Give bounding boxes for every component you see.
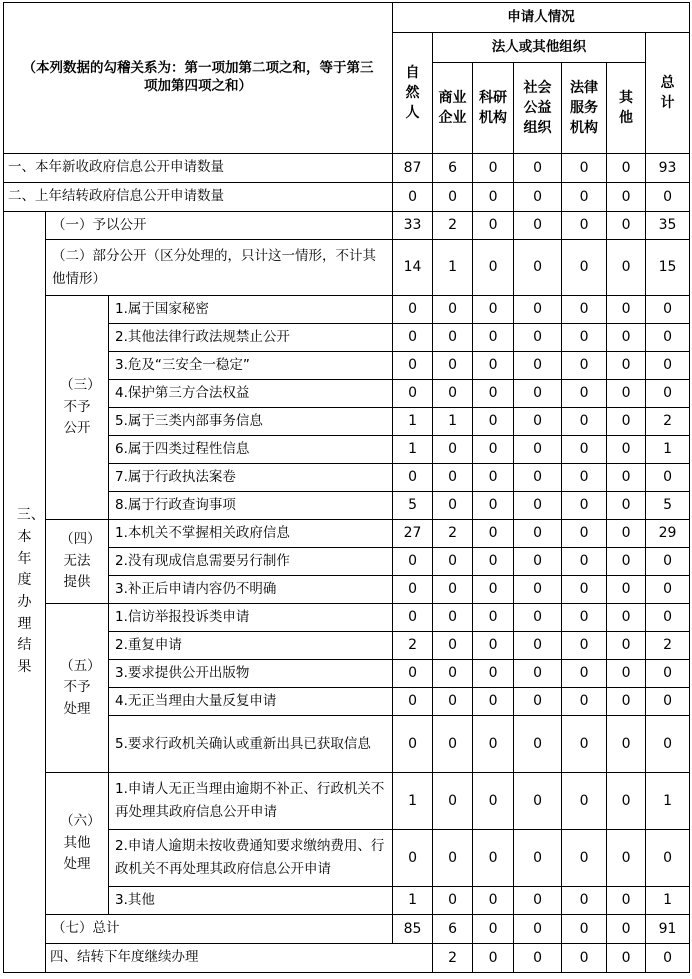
value-social: 0 bbox=[514, 520, 562, 548]
value-other: 0 bbox=[607, 830, 646, 887]
value-research: 0 bbox=[473, 240, 514, 296]
value-legal-service: 0 bbox=[562, 632, 607, 660]
value-total: 0 bbox=[646, 660, 690, 688]
value-legal-service: 0 bbox=[562, 520, 607, 548]
value-other: 0 bbox=[607, 380, 646, 408]
value-total: 0 bbox=[646, 380, 690, 408]
value-total: 2 bbox=[646, 408, 690, 436]
value-other: 0 bbox=[607, 660, 646, 688]
value-research: 0 bbox=[473, 887, 514, 915]
value-social: 0 bbox=[514, 604, 562, 632]
row-label: 2.重复申请 bbox=[109, 632, 393, 660]
value-social: 0 bbox=[514, 576, 562, 604]
value-legal-service: 0 bbox=[607, 944, 646, 973]
value-natural-person: 2 bbox=[393, 632, 433, 660]
value-natural-person: 1 bbox=[393, 773, 433, 830]
value-research: 0 bbox=[473, 716, 514, 773]
value-legal-service: 0 bbox=[562, 492, 607, 520]
value-legal-service: 0 bbox=[562, 154, 607, 183]
value-commercial: 0 bbox=[433, 716, 473, 773]
value-total: 0 bbox=[646, 604, 690, 632]
header-note: （本列数据的勾稽关系为：第一项加第二项之和，等于第三项加第四项之和） bbox=[22, 60, 374, 94]
value-legal-service: 0 bbox=[562, 408, 607, 436]
value-research: 0 bbox=[473, 773, 514, 830]
value-research: 0 bbox=[473, 548, 514, 576]
value-other: 0 bbox=[607, 604, 646, 632]
value-social: 0 bbox=[514, 688, 562, 716]
row-label: 1.信访举报投诉类申请 bbox=[109, 604, 393, 632]
value-legal-service: 0 bbox=[562, 464, 607, 492]
value-commercial: 0 bbox=[433, 604, 473, 632]
value-legal-service: 0 bbox=[562, 548, 607, 576]
row-label: 一、本年新收政府信息公开申请数量 bbox=[4, 154, 393, 183]
value-research: 0 bbox=[473, 183, 514, 212]
value-total: 0 bbox=[646, 688, 690, 716]
value-commercial: 0 bbox=[473, 944, 514, 973]
value-legal-service: 0 bbox=[562, 296, 607, 324]
value-social: 0 bbox=[514, 212, 562, 240]
section-3-label: 三、本年度办理结果 bbox=[4, 212, 46, 973]
table-row bbox=[4, 183, 690, 212]
value-total: 0 bbox=[646, 548, 690, 576]
value-natural-person: 85 bbox=[393, 915, 433, 944]
row-label: （一）予以公开 bbox=[46, 212, 393, 240]
value-other: 0 bbox=[607, 212, 646, 240]
value-commercial: 0 bbox=[433, 492, 473, 520]
value-natural-person: 1 bbox=[393, 408, 433, 436]
value-total: 0 bbox=[646, 464, 690, 492]
row-label: 3.其他 bbox=[109, 887, 393, 915]
row-label: （七）总计 bbox=[46, 915, 393, 944]
value-commercial: 0 bbox=[433, 632, 473, 660]
value-legal-service: 0 bbox=[562, 436, 607, 464]
value-legal-service: 0 bbox=[562, 660, 607, 688]
value-legal-service: 0 bbox=[562, 183, 607, 212]
value-social: 0 bbox=[514, 887, 562, 915]
value-total: 29 bbox=[646, 520, 690, 548]
table-row bbox=[4, 154, 690, 183]
header-commercial: 商业企业 bbox=[433, 63, 473, 154]
value-social: 0 bbox=[514, 773, 562, 830]
value-other: 0 bbox=[607, 716, 646, 773]
value-social: 0 bbox=[514, 154, 562, 183]
value-total: 91 bbox=[646, 915, 690, 944]
row-label: （二）部分公开（区分处理的，只计这一情形，不计其他情形） bbox=[46, 240, 393, 296]
value-natural-person: 0 bbox=[393, 830, 433, 887]
value-other: 0 bbox=[607, 436, 646, 464]
value-legal-service: 0 bbox=[562, 830, 607, 887]
value-commercial: 0 bbox=[433, 660, 473, 688]
value-total: 1 bbox=[646, 436, 690, 464]
value-research: 0 bbox=[473, 830, 514, 887]
value-natural-person: 0 bbox=[393, 548, 433, 576]
value-total: 0 bbox=[646, 183, 690, 212]
value-total: 1 bbox=[646, 773, 690, 830]
row-label: 2.申请人逾期未按收费通知要求缴纳费用、行政机关不再处理其政府信息公开申请 bbox=[109, 830, 393, 887]
value-commercial: 0 bbox=[433, 773, 473, 830]
value-research: 0 bbox=[473, 604, 514, 632]
disclosure-statistics-table bbox=[3, 2, 690, 973]
value-total: 0 bbox=[646, 352, 690, 380]
value-social: 0 bbox=[514, 324, 562, 352]
value-research: 0 bbox=[473, 324, 514, 352]
value-natural-person: 0 bbox=[393, 352, 433, 380]
header-research: 科研机构 bbox=[473, 63, 514, 154]
value-commercial: 0 bbox=[433, 183, 473, 212]
value-commercial: 0 bbox=[433, 380, 473, 408]
header-natural-person: 自然人 bbox=[393, 33, 433, 154]
table-row bbox=[4, 604, 690, 632]
table-row bbox=[4, 520, 690, 548]
value-natural-person: 0 bbox=[393, 576, 433, 604]
row-label: 3.危及“三安全一稳定” bbox=[109, 352, 393, 380]
value-research: 0 bbox=[473, 154, 514, 183]
row-label: 5.属于三类内部事务信息 bbox=[109, 408, 393, 436]
value-legal-service: 0 bbox=[562, 887, 607, 915]
value-social: 0 bbox=[514, 380, 562, 408]
value-social: 0 bbox=[514, 492, 562, 520]
row-label: 6.属于四类过程性信息 bbox=[109, 436, 393, 464]
value-total: 0 bbox=[646, 296, 690, 324]
value-other: 0 bbox=[607, 464, 646, 492]
header-legal-group: 法人或其他组织 bbox=[433, 33, 646, 63]
value-social: 0 bbox=[514, 716, 562, 773]
value-total: 1 bbox=[646, 887, 690, 915]
value-natural-person: 33 bbox=[393, 212, 433, 240]
value-commercial: 0 bbox=[433, 352, 473, 380]
value-legal-service: 0 bbox=[562, 604, 607, 632]
value-commercial: 0 bbox=[433, 830, 473, 887]
value-total: 15 bbox=[646, 240, 690, 296]
value-other: 0 bbox=[607, 296, 646, 324]
table-row bbox=[4, 915, 690, 944]
value-research: 0 bbox=[473, 632, 514, 660]
value-total: 0 bbox=[646, 576, 690, 604]
value-natural-person: 0 bbox=[393, 464, 433, 492]
header-applicant-situation: 申请人情况 bbox=[393, 3, 690, 33]
row-label: 1.申请人无正当理由逾期不补正、行政机关不再处理其政府信息公开申请 bbox=[109, 773, 393, 830]
value-natural-person: 14 bbox=[393, 240, 433, 296]
value-research: 0 bbox=[473, 352, 514, 380]
row-label: 四、结转下年度继续办理 bbox=[46, 944, 433, 973]
value-social: 0 bbox=[514, 408, 562, 436]
table-row bbox=[4, 773, 690, 830]
value-natural-person: 2 bbox=[433, 944, 473, 973]
header-other: 其他 bbox=[607, 63, 646, 154]
value-research: 0 bbox=[473, 296, 514, 324]
value-legal-service: 0 bbox=[562, 773, 607, 830]
value-natural-person: 0 bbox=[393, 324, 433, 352]
value-legal-service: 0 bbox=[562, 240, 607, 296]
value-research: 0 bbox=[473, 408, 514, 436]
value-legal-service: 0 bbox=[562, 915, 607, 944]
value-commercial: 0 bbox=[433, 548, 473, 576]
value-other: 0 bbox=[607, 154, 646, 183]
value-total: 5 bbox=[646, 492, 690, 520]
value-natural-person: 0 bbox=[393, 380, 433, 408]
row-label: 5.要求行政机关确认或重新出具已获取信息 bbox=[109, 716, 393, 773]
value-other: 0 bbox=[607, 915, 646, 944]
value-social: 0 bbox=[514, 183, 562, 212]
value-social: 0 bbox=[514, 830, 562, 887]
group-4-label: （四）无法提供 bbox=[46, 520, 109, 604]
row-label: 8.属于行政查询事项 bbox=[109, 492, 393, 520]
value-total: 0 bbox=[646, 324, 690, 352]
row-label: 3.要求提供公开出版物 bbox=[109, 660, 393, 688]
value-natural-person: 0 bbox=[393, 660, 433, 688]
value-other: 0 bbox=[607, 688, 646, 716]
value-commercial: 1 bbox=[433, 240, 473, 296]
value-commercial: 0 bbox=[433, 887, 473, 915]
value-social: 0 bbox=[514, 660, 562, 688]
header-legal-service: 法律服务机构 bbox=[562, 63, 607, 154]
value-natural-person: 0 bbox=[393, 604, 433, 632]
value-total: 2 bbox=[646, 632, 690, 660]
header-total: 总计 bbox=[646, 33, 690, 154]
value-social: 0 bbox=[514, 548, 562, 576]
value-legal-service: 0 bbox=[562, 716, 607, 773]
group-6-label: （六）其他处理 bbox=[46, 773, 109, 915]
value-natural-person: 0 bbox=[393, 296, 433, 324]
row-label: 2.其他法律行政法规禁止公开 bbox=[109, 324, 393, 352]
header-social: 社会公益组织 bbox=[514, 63, 562, 154]
value-social: 0 bbox=[514, 240, 562, 296]
value-research: 0 bbox=[473, 492, 514, 520]
row-label: 二、上年结转政府信息公开申请数量 bbox=[4, 183, 393, 212]
value-commercial: 2 bbox=[433, 520, 473, 548]
value-social: 0 bbox=[514, 436, 562, 464]
value-research: 0 bbox=[473, 464, 514, 492]
value-social: 0 bbox=[514, 915, 562, 944]
value-research: 0 bbox=[473, 380, 514, 408]
value-other: 0 bbox=[607, 492, 646, 520]
value-natural-person: 0 bbox=[393, 688, 433, 716]
value-commercial: 0 bbox=[433, 576, 473, 604]
row-label: 2.没有现成信息需要另行制作 bbox=[109, 548, 393, 576]
value-commercial: 0 bbox=[433, 464, 473, 492]
value-commercial: 0 bbox=[433, 296, 473, 324]
group-3-label: （三）不予公开 bbox=[46, 296, 109, 520]
value-other: 0 bbox=[607, 773, 646, 830]
table-row bbox=[4, 212, 690, 240]
row-label: 1.本机关不掌握相关政府信息 bbox=[109, 520, 393, 548]
value-legal-service: 0 bbox=[562, 352, 607, 380]
table-row bbox=[4, 240, 690, 296]
row-label: 4.保护第三方合法权益 bbox=[109, 380, 393, 408]
value-commercial: 6 bbox=[433, 154, 473, 183]
value-research: 0 bbox=[514, 944, 562, 973]
value-commercial: 0 bbox=[433, 324, 473, 352]
value-other: 0 bbox=[646, 944, 690, 973]
value-total: 0 bbox=[646, 716, 690, 773]
value-social: 0 bbox=[514, 464, 562, 492]
value-commercial: 1 bbox=[433, 408, 473, 436]
value-research: 0 bbox=[473, 212, 514, 240]
row-label: 4.无正当理由大量反复申请 bbox=[109, 688, 393, 716]
value-research: 0 bbox=[473, 660, 514, 688]
table-row bbox=[4, 296, 690, 324]
value-legal-service: 0 bbox=[562, 212, 607, 240]
value-social: 0 bbox=[514, 296, 562, 324]
value-natural-person: 0 bbox=[393, 716, 433, 773]
row-label: 3.补正后申请内容仍不明确 bbox=[109, 576, 393, 604]
value-research: 0 bbox=[473, 915, 514, 944]
value-natural-person: 27 bbox=[393, 520, 433, 548]
value-other: 0 bbox=[607, 887, 646, 915]
value-natural-person: 87 bbox=[393, 154, 433, 183]
value-legal-service: 0 bbox=[562, 324, 607, 352]
value-legal-service: 0 bbox=[562, 576, 607, 604]
value-natural-person: 1 bbox=[393, 436, 433, 464]
value-social: 0 bbox=[514, 632, 562, 660]
value-other: 0 bbox=[607, 576, 646, 604]
value-social: 0 bbox=[514, 352, 562, 380]
value-other: 0 bbox=[607, 548, 646, 576]
value-total: 93 bbox=[646, 154, 690, 183]
row-label: 7.属于行政执法案卷 bbox=[109, 464, 393, 492]
value-commercial: 0 bbox=[433, 688, 473, 716]
value-total: 0 bbox=[646, 830, 690, 887]
value-research: 0 bbox=[473, 576, 514, 604]
value-other: 0 bbox=[607, 183, 646, 212]
value-commercial: 2 bbox=[433, 212, 473, 240]
value-other: 0 bbox=[607, 408, 646, 436]
value-other: 0 bbox=[607, 324, 646, 352]
value-other: 0 bbox=[607, 520, 646, 548]
value-legal-service: 0 bbox=[562, 688, 607, 716]
group-5-label: （五）不予处理 bbox=[46, 604, 109, 773]
value-natural-person: 1 bbox=[393, 887, 433, 915]
value-total: 35 bbox=[646, 212, 690, 240]
value-natural-person: 0 bbox=[393, 183, 433, 212]
value-commercial: 0 bbox=[433, 436, 473, 464]
value-research: 0 bbox=[473, 688, 514, 716]
value-natural-person: 5 bbox=[393, 492, 433, 520]
value-research: 0 bbox=[473, 520, 514, 548]
value-other: 0 bbox=[607, 352, 646, 380]
value-social: 0 bbox=[562, 944, 607, 973]
value-commercial: 6 bbox=[433, 915, 473, 944]
value-legal-service: 0 bbox=[562, 380, 607, 408]
row-label: 1.属于国家秘密 bbox=[109, 296, 393, 324]
value-other: 0 bbox=[607, 240, 646, 296]
header-note-cell bbox=[4, 3, 393, 154]
table-row bbox=[4, 944, 690, 973]
value-other: 0 bbox=[607, 632, 646, 660]
value-research: 0 bbox=[473, 436, 514, 464]
